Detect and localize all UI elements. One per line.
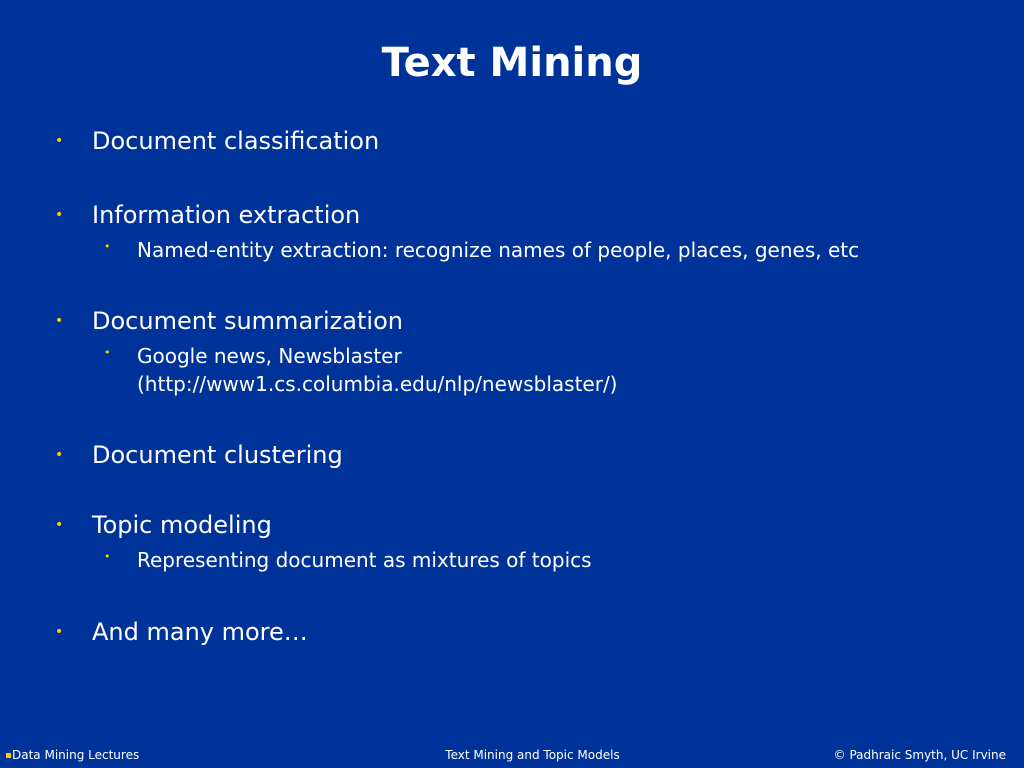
- footer-right: © Padhraic Smyth, UC Irvine: [833, 748, 1006, 762]
- bullet-text: Topic modeling: [92, 511, 272, 539]
- sub-bullet-dot-icon: •: [104, 346, 111, 359]
- bullet-text: Information extraction: [92, 201, 361, 229]
- bullet-dot-icon: •: [55, 133, 64, 149]
- bullet-dot-icon: •: [55, 207, 64, 223]
- bullet-text: And many more…: [92, 618, 308, 646]
- footer-left-text: Data Mining Lectures: [12, 748, 140, 762]
- sub-bullet-text: Google news, Newsblaster: [137, 344, 402, 368]
- bullet-text: Document classification: [92, 127, 380, 155]
- bullet-dot-icon: •: [55, 624, 64, 640]
- sub-bullet-dot-icon: •: [104, 550, 111, 563]
- bullet-dot-icon: •: [55, 517, 64, 533]
- bullet-dot-icon: •: [55, 447, 64, 463]
- bullet-dot-icon: •: [55, 313, 64, 329]
- sub-bullet-text: Representing document as mixtures of topics: [137, 548, 592, 572]
- slide-title: Text Mining: [381, 40, 643, 86]
- sub-bullet-link-text: (http://www1.cs.columbia.edu/nlp/newsblaster/): [137, 372, 618, 396]
- sub-bullet-dot-icon: •: [104, 240, 111, 253]
- bullet-text: Document summarization: [92, 307, 403, 335]
- bullet-text: Document clustering: [92, 441, 343, 469]
- footer-center: Text Mining and Topic Models: [445, 748, 620, 762]
- sub-bullet-text: Named-entity extraction: recognize names of people, places, genes, etc: [137, 238, 860, 262]
